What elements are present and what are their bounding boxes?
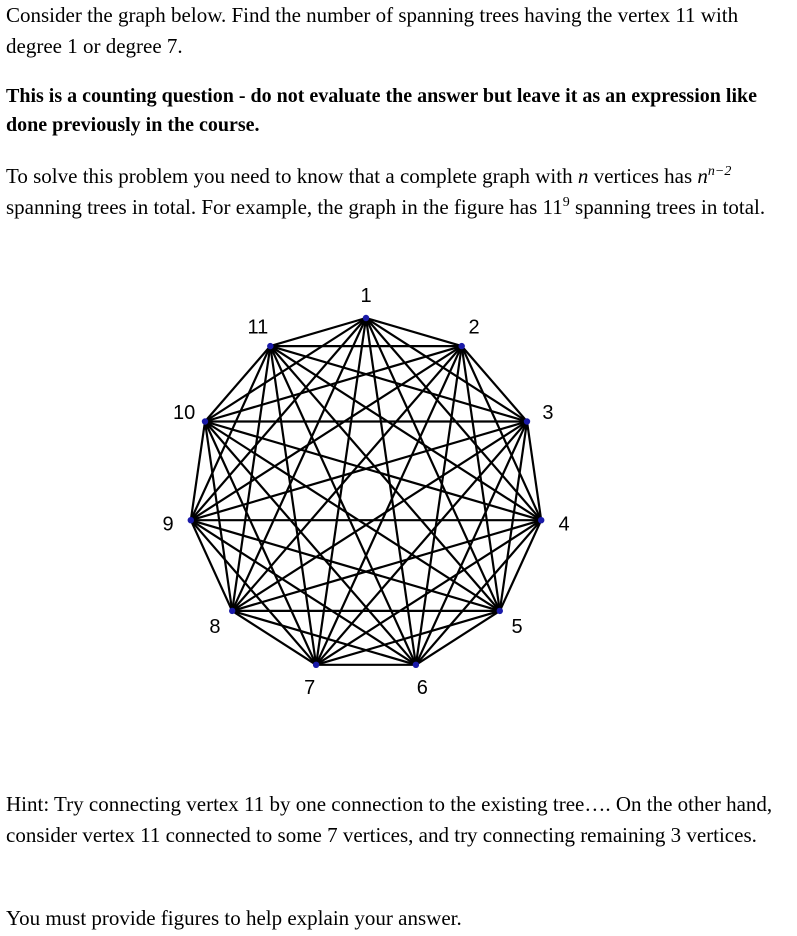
vertex-label-6: 6: [416, 676, 428, 699]
graph-vertices: [188, 315, 545, 668]
figure-requirement: You must provide figures to help explain your answer.: [6, 906, 462, 930]
edge-1-11: [270, 318, 366, 346]
vertex-label-7: 7: [304, 676, 316, 699]
edge-1-2: [366, 318, 462, 346]
math-n: n: [577, 164, 589, 188]
know-text-4: spanning trees in total.: [569, 195, 766, 219]
vertex-2: [459, 343, 465, 349]
hint-text: Hint: Try connecting vertex 11 by one connection to the existing tree…. On the other hand, consider vertex 11 connected to some 7 vertices, and try connecting remaining 3 vertices.: [6, 792, 773, 847]
vertex-11: [267, 343, 273, 349]
complete-graph-k11: [150, 285, 590, 705]
vertex-label-3: 3: [542, 401, 554, 424]
vertex-label-10: 10: [172, 401, 196, 424]
vertex-label-2: 2: [468, 316, 480, 339]
vertex-8: [229, 608, 235, 614]
edge-3-9: [191, 422, 527, 521]
know-text-2: vertices has: [588, 164, 698, 188]
vertex-7: [313, 662, 319, 668]
formula-exponent: n−2: [707, 164, 732, 179]
vertex-10: [202, 418, 208, 424]
vertex-label-8: 8: [209, 616, 221, 638]
vertex-label-5: 5: [511, 616, 523, 638]
know-text-1: To solve this problem you need to know that a complete graph with: [6, 164, 578, 188]
vertex-9: [188, 517, 194, 523]
vertex-label-4: 4: [558, 513, 570, 536]
edge-4-8: [232, 520, 541, 611]
vertex-4: [538, 517, 544, 523]
spanning-tree-formula-note: [6, 161, 796, 223]
vertex-3: [524, 418, 530, 424]
edge-5-11: [270, 346, 500, 611]
question-intro: Consider the graph below. Find the number of spanning trees having the vertex 11 with degree 1 or degree 7.: [6, 3, 739, 58]
example-base: 11: [542, 195, 563, 219]
vertex-5: [497, 608, 503, 614]
edge-5-9: [191, 520, 500, 611]
edge-2-8: [232, 346, 462, 611]
formula-base: n: [697, 164, 708, 188]
vertex-label-1: 1: [360, 285, 372, 307]
graph-edges: [191, 318, 541, 665]
counting-note: This is a counting question - do not evaluate the answer but leave it as an expression like done previously in the course.: [6, 85, 758, 136]
edge-4-10: [205, 422, 541, 521]
vertex-1: [363, 315, 369, 321]
example-exponent: 9: [562, 195, 570, 210]
vertex-6: [413, 662, 419, 668]
know-text-3: spanning trees in total. For example, the graph in the figure has: [6, 195, 543, 219]
vertex-label-11: 11: [247, 316, 269, 339]
vertex-label-9: 9: [162, 513, 174, 536]
